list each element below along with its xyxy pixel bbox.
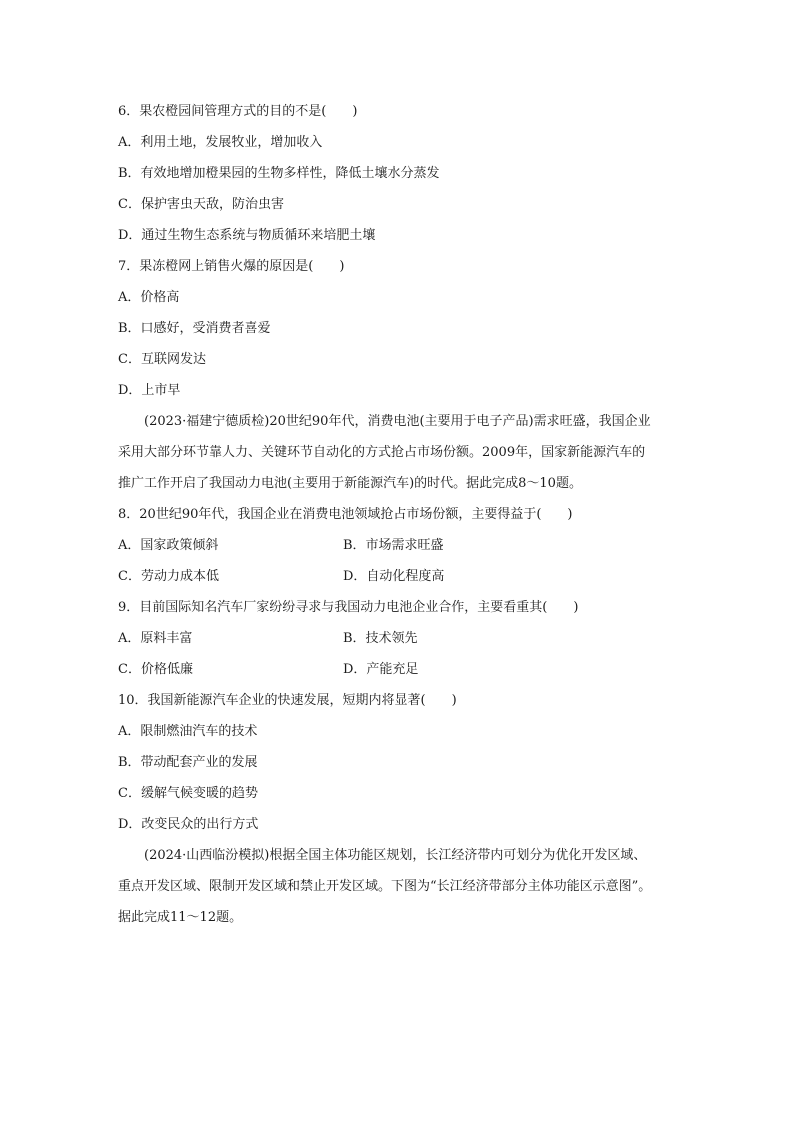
passage-battery-line-3: 推广工作开启了我国动力电池(主要用于新能源汽车)的时代。据此完成8～10题。 [118,476,582,491]
passage-yangtze-line-1: (2024·山西临汾模拟)根据全国主体功能区规划，长江经济带内可划分为优化开发区域、 [144,848,647,863]
passage-yangtze-line-3: 据此完成11～12题。 [118,910,243,925]
question-9-stem: 9．目前国际知名汽车厂家纷纷寻求与我国动力电池企业合作，主要看重其( ) [118,600,579,615]
question-9-option-d: D．产能充足 [343,662,419,677]
passage-battery-line-1: (2023·福建宁德质检)20世纪90年代，消费电池(主要用于电子产品)需求旺盛，我国企业 [144,414,651,429]
document-content [118,96,680,933]
question-6-option-d: D．通过生物生态系统与物质循环来培肥土壤 [118,228,376,243]
question-8-option-d: D．自动化程度高 [343,569,445,584]
question-7-option-c: C．互联网发达 [118,352,206,367]
question-8-options-row-1 [118,530,680,561]
question-7-option-b: B．口感好，受消费者喜爱 [118,321,271,336]
passage-yangtze-line-2: 重点开发区域、限制开发区域和禁止开发区域。下图为“长江经济带部分主体功能区示意图”。 [118,879,652,894]
question-10-option-a: A．限制燃油汽车的技术 [118,724,258,739]
passage-yangtze [118,840,680,933]
question-7-option-d: D．上市早 [118,383,181,398]
question-6-option-b: B．有效地增加橙果园的生物多样性，降低土壤水分蒸发 [118,166,440,181]
passage-battery-line-2: 采用大部分环节靠人力、关键环节自动化的方式抢占市场份额。2009年，国家新能源汽车的 [118,445,646,460]
question-6-option-a: A．利用土地，发展牧业，增加收入 [118,135,323,150]
question-10-option-b: B．带动配套产业的发展 [118,755,258,770]
question-8-option-b: B．市场需求旺盛 [343,538,444,553]
question-9-option-a: A．原料丰富 [118,631,193,646]
question-10-stem: 10．我国新能源汽车企业的快速发展，短期内将显著( ) [118,693,457,708]
question-8-stem: 8．20世纪90年代，我国企业在消费电池领域抢占市场份额，主要得益于( ) [118,507,573,522]
question-9-option-b: B．技术领先 [343,631,418,646]
passage-battery [118,406,680,499]
question-6-option-c: C．保护害虫天敌，防治虫害 [118,197,284,212]
question-8-option-a: A．国家政策倾斜 [118,538,219,553]
question-9-options-row-2 [118,654,680,685]
question-6-stem: 6．果农橙园间管理方式的目的不是( ) [118,104,358,119]
question-8-option-c: C．劳动力成本低 [118,569,219,584]
question-7-stem: 7．果冻橙网上销售火爆的原因是( ) [118,259,345,274]
question-10-option-d: D．改变民众的出行方式 [118,817,259,832]
question-7-option-a: A．价格高 [118,290,180,305]
question-8-options-row-2 [118,561,680,592]
question-9-option-c: C．价格低廉 [118,662,193,677]
question-9-options-row-1 [118,623,680,654]
question-10-option-c: C．缓解气候变暖的趋势 [118,786,258,801]
